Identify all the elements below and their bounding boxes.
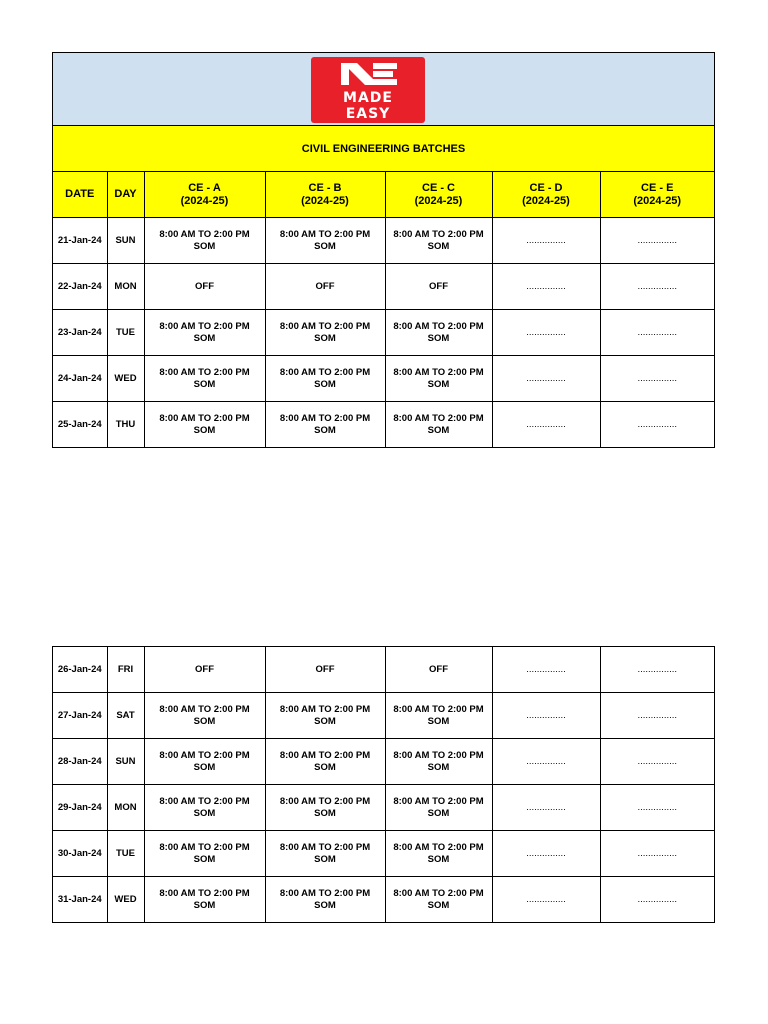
- batch-cell-line2: SOM: [193, 899, 216, 911]
- batch-cell-line1: 8:00 AM TO 2:00 PM: [393, 795, 484, 807]
- batch-cell-line1: ...............: [637, 418, 678, 430]
- batch-cell-ce-c: [385, 693, 492, 739]
- batch-cell-line1: ...............: [526, 755, 566, 767]
- date-cell: 31-Jan-24: [53, 877, 107, 923]
- batch-cell-ce-b: [265, 785, 385, 831]
- batch-cell-ce-e: [600, 402, 714, 448]
- table-row: [53, 264, 714, 310]
- batch-cell-line1: 8:00 AM TO 2:00 PM: [393, 749, 484, 761]
- batch-cell-line2: SOM: [193, 715, 216, 727]
- column-header-row: [53, 172, 714, 218]
- batch-cell-line2: SOM: [193, 853, 216, 865]
- day-cell: FRI: [107, 647, 144, 693]
- batch-cell-ce-d: [492, 877, 600, 923]
- date-cell: 24-Jan-24: [53, 356, 107, 402]
- svg-text:EASY: EASY: [345, 106, 391, 122]
- batch-cell-ce-b: [265, 218, 385, 264]
- batch-cell-ce-a: [144, 264, 265, 310]
- batch-cell-ce-e: [600, 877, 714, 923]
- batch-cell-line1: 8:00 AM TO 2:00 PM: [393, 228, 484, 240]
- batch-cell-ce-b: [265, 739, 385, 785]
- batch-cell-line2: SOM: [427, 899, 450, 911]
- batch-cell-ce-a: [144, 218, 265, 264]
- batch-cell-line1: 8:00 AM TO 2:00 PM: [159, 795, 250, 807]
- batch-cell-ce-e: [600, 218, 714, 264]
- batch-cell-line1: 8:00 AM TO 2:00 PM: [159, 703, 250, 715]
- batch-cell-line1: OFF: [315, 663, 335, 675]
- batch-cell-ce-e: [600, 310, 714, 356]
- schedule-table-2: [53, 647, 714, 922]
- batch-cell-line1: 8:00 AM TO 2:00 PM: [393, 412, 484, 424]
- made-easy-logo-graphic: [311, 57, 425, 123]
- batch-cell-line1: OFF: [429, 663, 448, 675]
- batch-cell-line1: 8:00 AM TO 2:00 PM: [159, 841, 250, 853]
- column-header-ce-a: CE - A (2024-25): [144, 172, 265, 218]
- batch-cell-line1: ...............: [637, 663, 678, 675]
- batch-cell-ce-a: [144, 831, 265, 877]
- batch-cell-line1: ...............: [637, 326, 678, 338]
- batch-cell-ce-a: [144, 402, 265, 448]
- batch-cell-ce-d: [492, 739, 600, 785]
- sheet-title: CIVIL ENGINEERING BATCHES: [53, 126, 714, 172]
- batch-cell-line2: SOM: [314, 424, 336, 436]
- batch-cell-line1: OFF: [195, 663, 214, 675]
- batch-cell-line1: 8:00 AM TO 2:00 PM: [279, 366, 371, 378]
- batch-cell-ce-a: [144, 647, 265, 693]
- batch-cell-ce-d: [492, 831, 600, 877]
- date-cell: 26-Jan-24: [53, 647, 107, 693]
- schedule-page-1: [52, 52, 715, 448]
- batch-cell-line1: ...............: [526, 418, 566, 430]
- batch-cell-line2: SOM: [427, 378, 450, 390]
- batch-cell-line1: OFF: [315, 280, 335, 292]
- batch-cell-line2: SOM: [314, 899, 336, 911]
- date-cell: 22-Jan-24: [53, 264, 107, 310]
- batch-cell-line1: ...............: [526, 234, 566, 246]
- batch-cell-ce-e: [600, 831, 714, 877]
- batch-cell-ce-b: [265, 310, 385, 356]
- batch-cell-line1: ...............: [526, 663, 566, 675]
- batch-cell-ce-d: [492, 356, 600, 402]
- schedule-body-2: [53, 647, 714, 922]
- batch-cell-line1: 8:00 AM TO 2:00 PM: [279, 228, 371, 240]
- batch-cell-ce-b: [265, 402, 385, 448]
- batch-cell-line1: ...............: [526, 893, 566, 905]
- batch-cell-line1: ...............: [637, 372, 678, 384]
- batch-cell-line1: ...............: [526, 847, 566, 859]
- date-cell: 23-Jan-24: [53, 310, 107, 356]
- batch-cell-line1: ...............: [526, 326, 566, 338]
- batch-cell-ce-a: [144, 356, 265, 402]
- table-row: [53, 218, 714, 264]
- batch-cell-ce-a: [144, 877, 265, 923]
- batch-cell-line1: 8:00 AM TO 2:00 PM: [279, 887, 371, 899]
- batch-cell-line1: ...............: [526, 709, 566, 721]
- batch-cell-line2: SOM: [314, 240, 336, 252]
- batch-cell-line1: 8:00 AM TO 2:00 PM: [159, 320, 250, 332]
- batch-cell-ce-c: [385, 831, 492, 877]
- table-row: [53, 877, 714, 923]
- column-header-date: DATE: [53, 172, 107, 218]
- date-cell: 25-Jan-24: [53, 402, 107, 448]
- batch-cell-line1: 8:00 AM TO 2:00 PM: [279, 841, 371, 853]
- batch-cell-line2: SOM: [314, 807, 336, 819]
- batch-cell-line2: SOM: [427, 761, 450, 773]
- batch-cell-line1: ...............: [526, 801, 566, 813]
- table-row: [53, 402, 714, 448]
- schedule-table-1: [53, 172, 714, 447]
- day-cell: MON: [107, 785, 144, 831]
- batch-cell-ce-c: [385, 264, 492, 310]
- batch-cell-line2: SOM: [427, 807, 450, 819]
- day-cell: WED: [107, 356, 144, 402]
- column-header-ce-b: CE - B (2024-25): [265, 172, 385, 218]
- batch-cell-line2: SOM: [193, 378, 216, 390]
- date-cell: 29-Jan-24: [53, 785, 107, 831]
- batch-cell-line1: ...............: [526, 372, 566, 384]
- batch-cell-line1: 8:00 AM TO 2:00 PM: [393, 887, 484, 899]
- batch-cell-line1: ...............: [637, 847, 678, 859]
- batch-cell-ce-c: [385, 785, 492, 831]
- batch-cell-line1: 8:00 AM TO 2:00 PM: [279, 703, 371, 715]
- batch-cell-line2: SOM: [314, 715, 336, 727]
- batch-cell-line1: ...............: [637, 801, 678, 813]
- table-row: [53, 647, 714, 693]
- table-row: [53, 356, 714, 402]
- batch-cell-ce-c: [385, 647, 492, 693]
- logo-band: [53, 53, 714, 126]
- batch-cell-line1: 8:00 AM TO 2:00 PM: [393, 320, 484, 332]
- batch-cell-ce-c: [385, 310, 492, 356]
- svg-text:MADE: MADE: [343, 90, 393, 106]
- day-cell: MON: [107, 264, 144, 310]
- day-cell: WED: [107, 877, 144, 923]
- day-cell: THU: [107, 402, 144, 448]
- table-row: [53, 831, 714, 877]
- column-header-ce-d: CE - D (2024-25): [492, 172, 600, 218]
- batch-cell-line1: ...............: [637, 709, 678, 721]
- batch-cell-line2: SOM: [193, 332, 216, 344]
- schedule-body-1: [53, 218, 714, 448]
- made-easy-logo: [311, 57, 425, 123]
- batch-cell-line1: ...............: [637, 755, 678, 767]
- batch-cell-ce-d: [492, 218, 600, 264]
- batch-cell-ce-b: [265, 693, 385, 739]
- batch-cell-line1: 8:00 AM TO 2:00 PM: [393, 366, 484, 378]
- batch-cell-ce-c: [385, 877, 492, 923]
- batch-cell-line2: SOM: [427, 424, 450, 436]
- day-cell: TUE: [107, 831, 144, 877]
- batch-cell-line1: 8:00 AM TO 2:00 PM: [393, 703, 484, 715]
- batch-cell-ce-c: [385, 402, 492, 448]
- batch-cell-line1: ...............: [526, 280, 566, 292]
- batch-cell-line2: SOM: [314, 761, 336, 773]
- date-cell: 28-Jan-24: [53, 739, 107, 785]
- day-cell: SUN: [107, 218, 144, 264]
- batch-cell-ce-d: [492, 647, 600, 693]
- table-row: [53, 693, 714, 739]
- batch-cell-ce-d: [492, 785, 600, 831]
- batch-cell-ce-e: [600, 647, 714, 693]
- batch-cell-line2: SOM: [193, 807, 216, 819]
- batch-cell-ce-e: [600, 739, 714, 785]
- batch-cell-ce-a: [144, 739, 265, 785]
- day-cell: SAT: [107, 693, 144, 739]
- batch-cell-line2: SOM: [427, 240, 450, 252]
- batch-cell-line2: SOM: [193, 761, 216, 773]
- batch-cell-ce-d: [492, 310, 600, 356]
- batch-cell-line2: SOM: [314, 378, 336, 390]
- day-cell: SUN: [107, 739, 144, 785]
- batch-cell-ce-d: [492, 693, 600, 739]
- batch-cell-line1: ...............: [637, 893, 678, 905]
- batch-cell-line1: 8:00 AM TO 2:00 PM: [279, 749, 371, 761]
- batch-cell-line1: ...............: [637, 234, 678, 246]
- date-cell: 30-Jan-24: [53, 831, 107, 877]
- batch-cell-ce-e: [600, 693, 714, 739]
- batch-cell-line1: 8:00 AM TO 2:00 PM: [279, 320, 371, 332]
- batch-cell-ce-d: [492, 402, 600, 448]
- table-row: [53, 739, 714, 785]
- batch-cell-line2: SOM: [427, 715, 450, 727]
- batch-cell-ce-a: [144, 693, 265, 739]
- batch-cell-ce-a: [144, 785, 265, 831]
- batch-cell-ce-d: [492, 264, 600, 310]
- day-cell: TUE: [107, 310, 144, 356]
- batch-cell-line2: SOM: [427, 853, 450, 865]
- batch-cell-ce-b: [265, 264, 385, 310]
- table-row: [53, 785, 714, 831]
- date-cell: 21-Jan-24: [53, 218, 107, 264]
- schedule-page-2: [52, 646, 715, 923]
- date-cell: 27-Jan-24: [53, 693, 107, 739]
- batch-cell-line1: 8:00 AM TO 2:00 PM: [159, 749, 250, 761]
- batch-cell-ce-b: [265, 647, 385, 693]
- column-header-day: DAY: [107, 172, 144, 218]
- batch-cell-ce-b: [265, 831, 385, 877]
- batch-cell-line2: SOM: [314, 853, 336, 865]
- batch-cell-line1: 8:00 AM TO 2:00 PM: [279, 795, 371, 807]
- column-header-ce-c: CE - C (2024-25): [385, 172, 492, 218]
- batch-cell-line1: 8:00 AM TO 2:00 PM: [393, 841, 484, 853]
- batch-cell-line1: 8:00 AM TO 2:00 PM: [159, 228, 250, 240]
- batch-cell-line1: OFF: [195, 280, 214, 292]
- batch-cell-ce-b: [265, 877, 385, 923]
- batch-cell-line2: SOM: [193, 424, 216, 436]
- batch-cell-line2: SOM: [193, 240, 216, 252]
- column-header-ce-e: CE - E (2024-25): [600, 172, 714, 218]
- batch-cell-line1: 8:00 AM TO 2:00 PM: [279, 412, 371, 424]
- batch-cell-line1: 8:00 AM TO 2:00 PM: [159, 412, 250, 424]
- batch-cell-ce-c: [385, 218, 492, 264]
- batch-cell-ce-e: [600, 785, 714, 831]
- batch-cell-ce-e: [600, 264, 714, 310]
- batch-cell-line1: ...............: [637, 280, 678, 292]
- batch-cell-ce-e: [600, 356, 714, 402]
- batch-cell-line2: SOM: [314, 332, 336, 344]
- batch-cell-ce-b: [265, 356, 385, 402]
- batch-cell-line2: SOM: [427, 332, 450, 344]
- batch-cell-line1: OFF: [429, 280, 448, 292]
- batch-cell-line1: 8:00 AM TO 2:00 PM: [159, 887, 250, 899]
- table-row: [53, 310, 714, 356]
- batch-cell-line1: 8:00 AM TO 2:00 PM: [159, 366, 250, 378]
- batch-cell-ce-c: [385, 356, 492, 402]
- batch-cell-ce-a: [144, 310, 265, 356]
- batch-cell-ce-c: [385, 739, 492, 785]
